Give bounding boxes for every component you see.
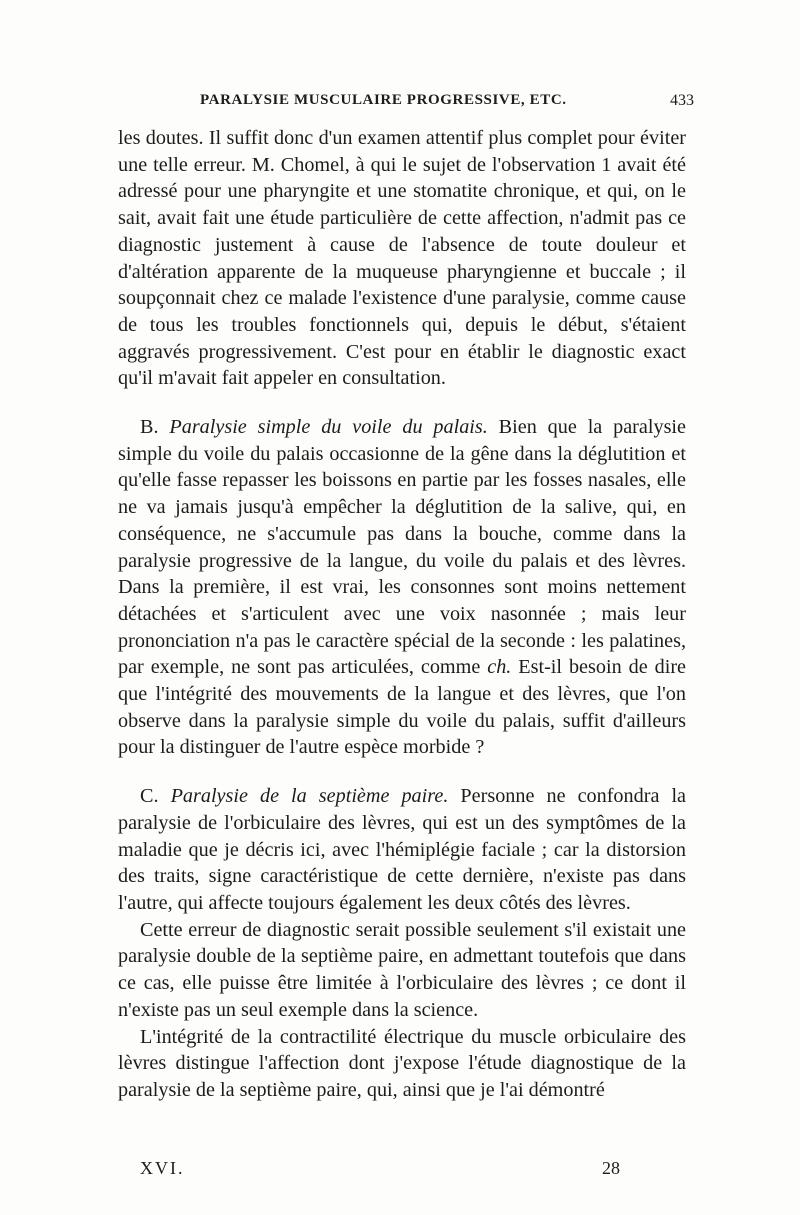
section-c-letter: C. bbox=[140, 785, 159, 808]
running-title: PARALYSIE MUSCULAIRE PROGRESSIVE, ETC. bbox=[200, 92, 567, 108]
section-c-text: Personne ne confondra la paralysie de l'orbiculaire des lèvres, qui est un des symptômes de la maladie que je décris ici, avec l'hémiplégie faciale ; car la distorsion des traits, signe caractéristique de cette dernière, n'existe pas dans l'autre, qui affecte toujours également les deux côtés des lèvres. bbox=[118, 785, 687, 914]
paragraph-4: Cette erreur de diagnostic serait possible seulement s'il existait une paralysie double de la septième paire, en admettant toutefois que dans ce cas, elle puisse être limitée à l'orbiculaire des lèvres ; ce dont il n'existe pas un seul exemple dans la science. bbox=[118, 918, 686, 1021]
signature-mark: XVI. bbox=[140, 1158, 185, 1178]
page-number: 433 bbox=[670, 92, 694, 109]
section-b-text-a: Bien que la paralysie simple du voile du palais occasionne de la gêne dans la déglutition et qu'elle fasse repasser les boissons en partie par les fosses nasales, elle ne va jamais jusqu'à empêcher la déglutition de la salive, qui, en conséquence, ne s'accumule pas dans la bouche, comme dans la paralysie progressive de la langue, du voile du palais et des lèvres. Dans la première, il est vrai, les consonnes sont moins nettement détachées et s'articulent avec une voix nasonnée ; mais leur prononciation n'a pas le caractère spécial de la seconde : les palatines, par exemple, ne sont pas articulées, comme bbox=[118, 416, 686, 679]
running-head bbox=[118, 92, 694, 116]
section-b-heading: Paralysie simple du voile du palais. bbox=[169, 416, 488, 439]
paragraph-5: L'intégrité de la contractilité électrique du muscle orbiculaire des lèvres distingue l'affection dont j'expose l'étude diagnostique de la paralysie de la septième paire, qui, ainsi que je l'ai démontré bbox=[118, 1025, 686, 1101]
paragraph-section-c bbox=[118, 783, 686, 917]
section-c-heading: Paralysie de la septième paire. bbox=[170, 785, 449, 808]
section-b-text-b: Est-il besoin de dire que l'intégrité des mouvements de la langue et des lèvres, que l'on observe dans la paralysie simple du voile du palais, suffit d'ailleurs pour la distinguer de l'autre espèce morbide ? bbox=[118, 656, 686, 759]
paragraph-section-b bbox=[118, 414, 686, 761]
body-text bbox=[118, 125, 686, 1104]
printer-signature bbox=[140, 1158, 620, 1184]
signature-number: 28 bbox=[602, 1158, 620, 1178]
paragraph-1: les doutes. Il suffit donc d'un examen attentif plus complet pour éviter une telle erreur. M. Chomel, à qui le sujet de l'observation 1 avait été adressé pour une pharyngite et une stomatite chronique, et qui, on le sait, avait fait une étude particulière de cette affection, n'admit pas ce diagnostic justement à cause de l'absence de toute douleur et d'altération apparente de la muqueuse pharyngienne et buccale ; il soupçonnait chez ce malade l'existence d'une paralysie, comme cause de tous les troubles fonctionnels qui, depuis le début, s'étaient aggravés progressivement. C'est pour en établir le diagnostic exact qu'il m'avait fait appeler en consultation. bbox=[118, 127, 686, 390]
section-b-letter: B. bbox=[140, 416, 159, 439]
section-b-italic: ch. bbox=[487, 656, 512, 679]
